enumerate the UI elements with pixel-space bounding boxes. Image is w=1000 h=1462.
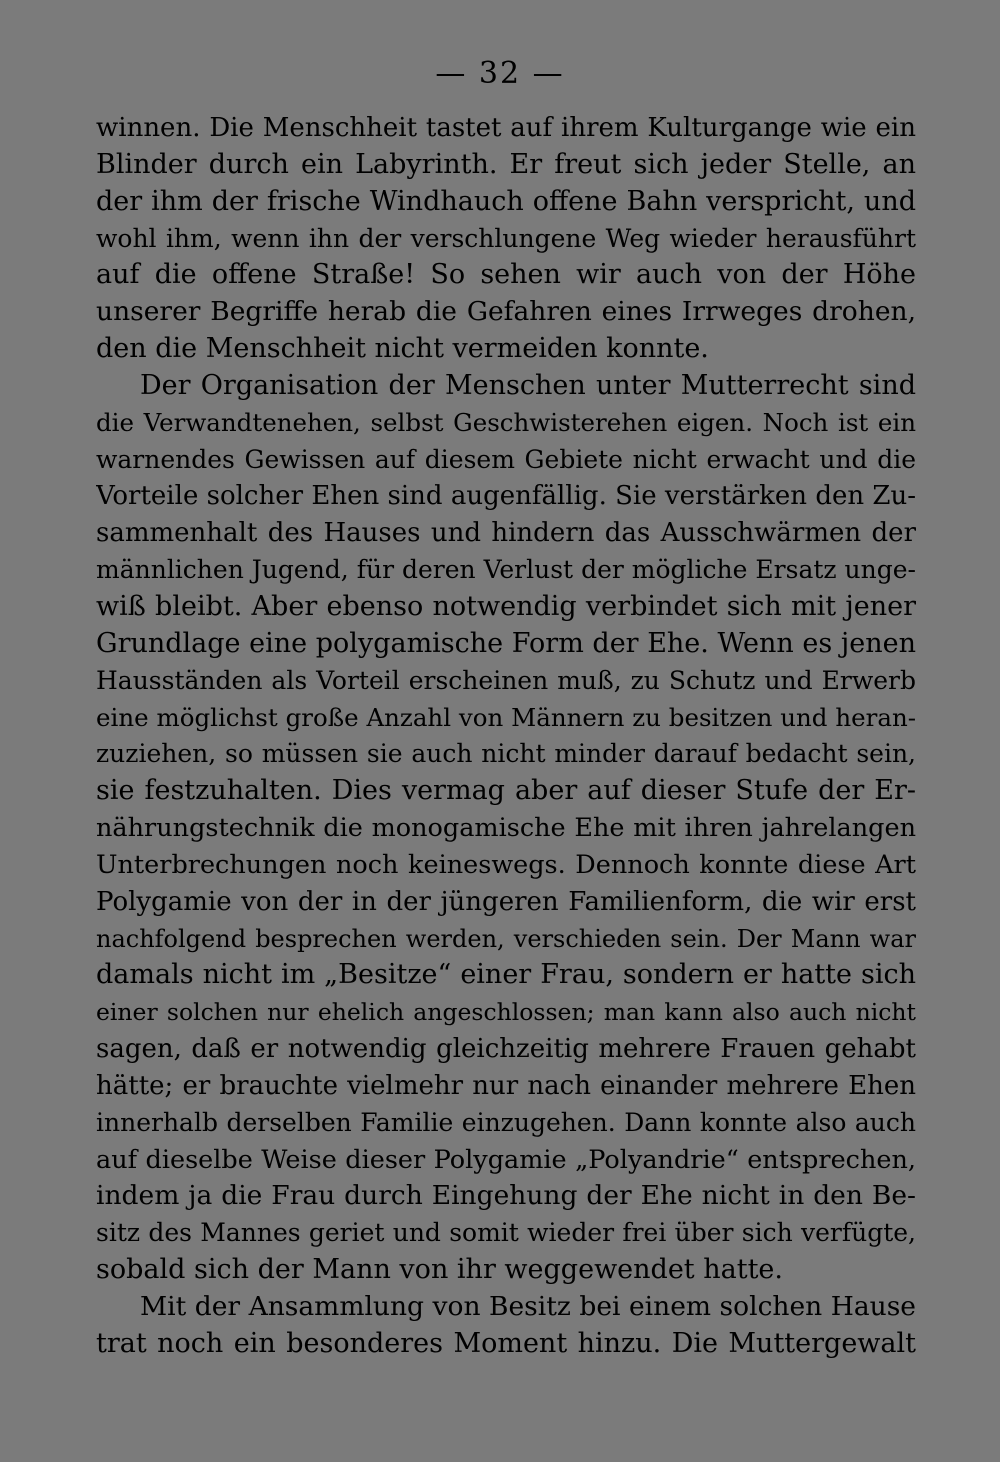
text-line: wohl ihm, wenn ihn der verschlungene Weg wieder herausführt	[96, 223, 916, 253]
text-line: unserer Begriffe herab die Gefahren eines Irrweges drohen,	[96, 296, 916, 328]
text-line: indem ja die Frau durch Eingehung der Ehe nicht in den Be-	[96, 1180, 916, 1212]
text-line: Blinder durch ein Labyrinth. Er freut sich jeder Stelle, an	[96, 148, 916, 180]
text-line: sitz des Mannes geriet und somit wieder frei über sich verfügte,	[96, 1218, 916, 1248]
text-line: eine möglichst große Anzahl von Männern zu besitzen und heran-	[96, 702, 916, 732]
text-line: nährungstechnik die monogamische Ehe mit ihren jahrelangen	[96, 813, 916, 844]
page-number: — 32 —	[435, 56, 565, 91]
text-line: den die Menschheit nicht vermeiden konnte.	[96, 333, 709, 365]
text-line: Der Organisation der Menschen unter Mutterrecht sind	[140, 369, 916, 401]
text-line: der ihm der frische Windhauch offene Bahn verspricht, und	[96, 185, 916, 217]
text-line: sobald sich der Mann von ihr weggewendet hatte.	[96, 1254, 783, 1286]
text-line: Unterbrechungen noch keineswegs. Dennoch konnte diese Art	[96, 849, 916, 880]
text-line: männlichen Jugend, für deren Verlust der mögliche Ersatz unge-	[96, 555, 916, 585]
text-line: sagen, daß er notwendig gleichzeitig mehrere Frauen gehabt	[96, 1034, 916, 1065]
text-line: Mit der Ansammlung von Besitz bei einem solchen Hause	[140, 1291, 916, 1322]
text-line: innerhalb derselben Familie einzugehen. Dann konnte also auch	[96, 1107, 916, 1137]
text-line: trat noch ein besonderes Moment hinzu. Die Muttergewalt	[96, 1327, 916, 1359]
text-line: Grundlage eine polygamische Form der Ehe. Wenn es jenen	[96, 627, 916, 659]
text-line: einer solchen nur ehelich angeschlossen; man kann also auch nicht	[96, 998, 916, 1027]
text-line: damals nicht im „Besitze“ einer Frau, sondern er hatte sich	[96, 959, 916, 991]
text-line: wiß bleibt. Aber ebenso notwendig verbindet sich mit jener	[96, 590, 916, 622]
body-text	[96, 110, 916, 1363]
text-line: winnen. Die Menschheit tastet auf ihrem Kulturgange wie ein	[96, 113, 916, 143]
text-line: warnendes Gewissen auf diesem Gebiete nicht erwacht und die	[96, 444, 916, 474]
text-line: Hausständen als Vorteil erscheinen muß, zu Schutz und Erwerb	[96, 665, 916, 695]
text-line: auf dieselbe Weise dieser Polygamie „Polyandrie“ entsprechen,	[96, 1144, 916, 1175]
text-line: zuziehen, so müssen sie auch nicht minder darauf bedacht sein,	[96, 739, 916, 769]
text-line: hätte; er brauchte vielmehr nur nach einander mehrere Ehen	[96, 1070, 916, 1101]
text-line: auf die offene Straße! So sehen wir auch von der Höhe	[96, 259, 916, 291]
text-line: Vorteile solcher Ehen sind augenfällig. Sie verstärken den Zu-	[96, 481, 916, 512]
text-line: sammenhalt des Hauses und hindern das Ausschwärmen der	[96, 518, 916, 549]
text-line: die Verwandtenehen, selbst Geschwisterehen eigen. Noch ist ein	[96, 407, 916, 437]
text-line: Polygamie von der in der jüngeren Familienform, die wir erst	[96, 886, 916, 917]
text-line: sie festzuhalten. Dies vermag aber auf dieser Stufe der Er-	[96, 775, 916, 807]
text-line: nachfolgend besprechen werden, verschieden sein. Der Mann war	[96, 924, 916, 953]
